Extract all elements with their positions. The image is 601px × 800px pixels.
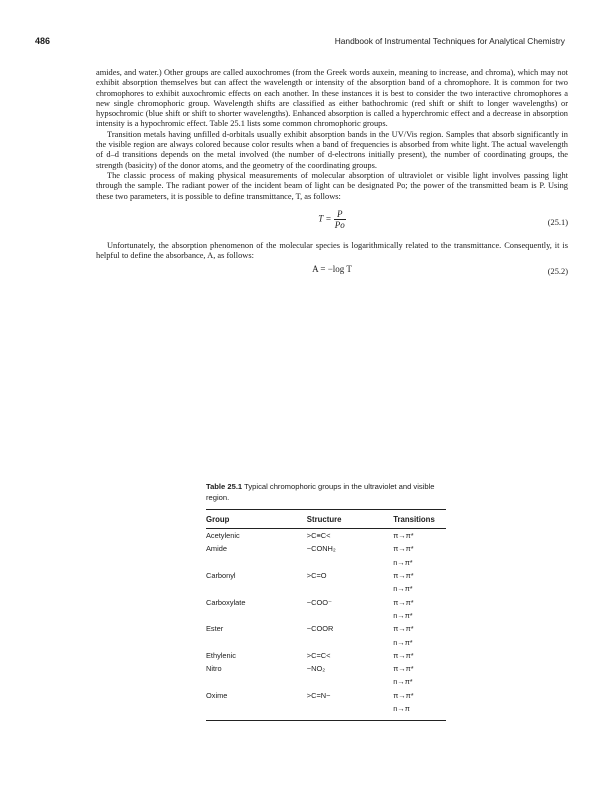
cell-group: [206, 702, 307, 721]
cell-transition: π→π*: [393, 531, 414, 541]
cell-group: [206, 582, 307, 595]
cell-transition: n→π*: [393, 610, 413, 620]
cell-structure: [307, 609, 393, 622]
cell-structure: [307, 675, 393, 688]
cell-structure: >C=N−: [306, 690, 331, 700]
table-caption-text: Typical chromophoric groups in the ultraviolet and visible region.: [206, 482, 435, 502]
paragraph: amides, and water.) Other groups are called auxochromes (from the Greek words auxein, meaning to increase, and chroma), which may not exhibit absorption themselves but can affect the wavelength or intensity of the absorption band of a chromophore. It is common for two chromophores to exhibit auxochromic effects on each another. In these instances it is best to consider the two interactive chromophores a new single chromophoric group. Wavelength shifts are classified as either bathochromic (red shift or shift to longer wavelengths) or hypsochromic (blue shift or shift to shorter wavelengths). Enhanced absorption is called a hyperchromic effect and a decrease in absorption intensity is a hypochromic effect. Table 25.1 lists some common chromophoric groups.: [96, 68, 568, 129]
body-text: [96, 68, 568, 280]
cell-transition: π→π*: [393, 650, 414, 660]
cell-transition: π→π*: [393, 544, 414, 554]
table-row: [206, 635, 446, 648]
cell-structure: [307, 702, 393, 721]
cell-group: Nitro: [206, 664, 222, 674]
cell-structure: >C≡C<: [306, 531, 331, 541]
table-row: [206, 675, 446, 688]
table-row: [206, 662, 446, 675]
table-row: [206, 702, 446, 721]
equation-lhs: T =: [318, 213, 332, 224]
equation-absorbance: [96, 264, 568, 280]
cell-structure: [307, 635, 393, 648]
cell-transition: π→π*: [393, 597, 414, 607]
table-row: [206, 569, 446, 582]
running-head: Handbook of Instrumental Techniques for Analytical Chemistry: [334, 36, 565, 46]
table-row: [206, 542, 446, 555]
cell-group: Carbonyl: [206, 571, 236, 581]
equation-number: (25.1): [547, 217, 568, 227]
page-number: 486: [35, 36, 51, 46]
chromophore-table: [206, 509, 446, 721]
cell-group: [206, 556, 307, 569]
table-row: [206, 529, 446, 543]
fraction-numerator: P: [334, 209, 346, 220]
cell-structure: −COO⁻: [306, 597, 332, 607]
cell-transition: n→π*: [393, 557, 413, 567]
cell-structure: [307, 582, 393, 595]
cell-group: Oxime: [206, 690, 228, 700]
cell-group: Ester: [206, 624, 224, 634]
table-header-row: [206, 510, 446, 529]
cell-group: Amide: [206, 544, 227, 554]
table-row: [206, 649, 446, 662]
table-row: [206, 595, 446, 608]
table-label: Table 25.1: [206, 482, 243, 491]
cell-transition: n→π*: [393, 637, 413, 647]
table-row: [206, 609, 446, 622]
cell-transition: n→π*: [393, 584, 413, 594]
paragraph: Unfortunately, the absorption phenomenon of the molecular species is logarithmically related to the transmittance. Consequently, it is helpful to define the absorbance, A, as follows:: [96, 240, 568, 261]
column-header-group: Group: [206, 510, 307, 529]
fraction: [334, 209, 346, 230]
cell-transition: π→π*: [393, 624, 414, 634]
cell-structure: >C=C<: [306, 650, 331, 660]
cell-group: Ethylenic: [206, 650, 236, 660]
cell-transition: n→π: [393, 702, 446, 721]
equation-expression: [96, 209, 568, 230]
cell-transition: n→π*: [393, 677, 413, 687]
table-row: [206, 556, 446, 569]
cell-group: Carboxylate: [206, 597, 246, 607]
equation-expression: A = −log T: [312, 264, 352, 275]
fraction-denominator: Po: [334, 219, 345, 230]
table-row: [206, 689, 446, 702]
column-header-transitions: Transitions: [393, 510, 446, 529]
cell-transition: π→π*: [393, 690, 414, 700]
equation-transmittance: [96, 209, 568, 235]
table-row: [206, 582, 446, 595]
cell-structure: [307, 556, 393, 569]
table-caption: [206, 482, 446, 503]
equation-number: (25.2): [547, 267, 568, 277]
cell-structure: −COOR: [306, 624, 334, 634]
paragraph: The classic process of making physical measurements of molecular absorption of ultraviolet or visible light involves passing light through the sample. The radiant power of the incident beam of light can be designated Po; the power of the transmitted beam is P. Using these two parameters, it is possible to define transmittance, T, as follows:: [96, 170, 568, 201]
cell-structure: −CONH₂: [306, 544, 336, 554]
cell-group: Acetylenic: [206, 531, 240, 541]
table-row: [206, 622, 446, 635]
cell-group: [206, 635, 307, 648]
chromophore-table-block: [206, 482, 446, 721]
cell-structure: >C=O: [306, 571, 327, 581]
cell-transition: π→π*: [393, 571, 414, 581]
cell-group: [206, 675, 307, 688]
cell-group: [206, 609, 307, 622]
column-header-structure: Structure: [307, 510, 393, 529]
paragraph: Transition metals having unfilled d-orbitals usually exhibit absorption bands in the UV/Vis region. Samples that absorb significantly in the visible region are always colored because color results when a band of frequencies is absorbed from white light. The actual wavelength of d–d transitions depends on the metal involved (the number of d-electrons initially present), the number of coordinating groups, the strength (basicity) of the donor atoms, and the geometry of the coordinating groups.: [96, 129, 568, 170]
cell-structure: −NO₂: [306, 664, 326, 674]
cell-transition: π→π*: [393, 664, 414, 674]
